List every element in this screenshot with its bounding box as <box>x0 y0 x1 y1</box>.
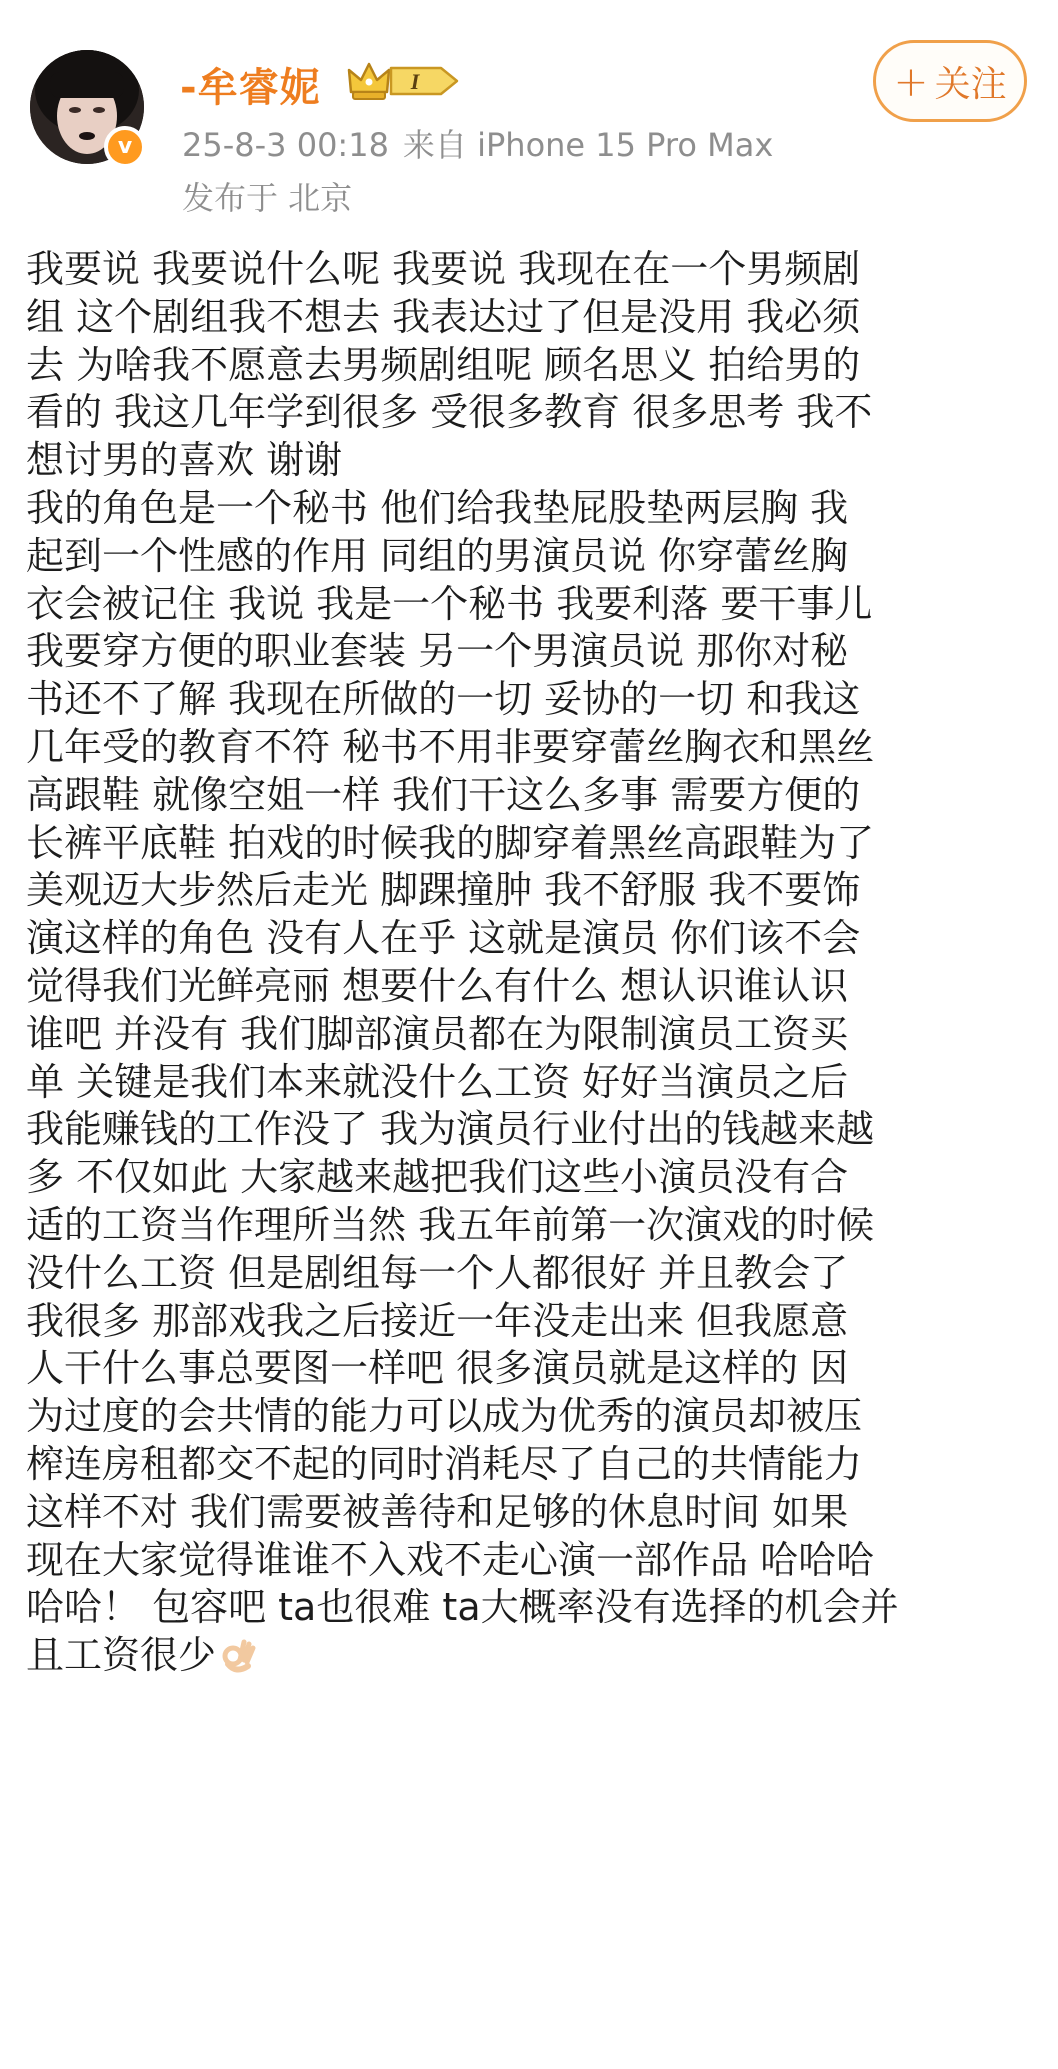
content-line: 去 为啥我不愿意去男频剧组呢 顾名思义 拍给男的 <box>26 342 861 387</box>
ok-hand-emoji-icon <box>218 1634 258 1674</box>
post-content <box>26 246 1036 1680</box>
content-line: 为过度的会共情的能力可以成为优秀的演员却被压 <box>26 1394 863 1439</box>
content-line: 书还不了解 我现在所做的一切 妥协的一切 和我这 <box>26 677 861 722</box>
content-line: 多 不仅如此 大家越来越把我们这些小演员没有合 <box>26 1155 849 1200</box>
plus-icon: + <box>893 56 929 106</box>
post-time: 25-8-3 00:18 <box>182 126 389 164</box>
post-meta-time <box>182 120 787 166</box>
content-line: 适的工资当作理所当然 我五年前第一次演戏的时候 <box>26 1202 875 1247</box>
follow-label: 关注 <box>934 63 1007 105</box>
content-line: 我要说 我要说什么呢 我要说 我现在在一个男频剧 <box>26 247 861 291</box>
content-line: 我要穿方便的职业套装 另一个男演员说 那你对秘 <box>26 629 849 674</box>
content-line: 我很多 那部戏我之后接近一年没走出来 但我愿意 <box>26 1298 849 1343</box>
content-line: 看的 我这几年学到很多 受很多教育 很多思考 我不 <box>26 390 873 435</box>
content-line: 觉得我们光鲜亮丽 想要什么有什么 想认识谁认识 <box>26 963 849 1008</box>
content-line: 这样不对 我们需要被善待和足够的休息时间 如果 <box>26 1489 849 1534</box>
content-line: 几年受的教育不符 秘书不用非要穿蕾丝胸衣和黑丝 <box>26 724 875 769</box>
content-line: 现在大家觉得谁谁不入戏不走心演一部作品 哈哈哈 <box>26 1537 875 1582</box>
post-location: 发布于 北京 <box>182 179 353 217</box>
content-line: 榨连房租都交不起的同时消耗尽了自己的共情能力 <box>26 1441 863 1486</box>
crown-vip-icon[interactable] <box>345 58 463 104</box>
content-line: 我能赚钱的工作没了 我为演员行业付出的钱越来越 <box>26 1107 875 1152</box>
vip-level-text: I <box>410 69 420 94</box>
content-line: 起到一个性感的作用 同组的男演员说 你穿蕾丝胸 <box>26 533 849 578</box>
content-line: 我的角色是一个秘书 他们给我垫屁股垫两层胸 我 <box>26 485 849 530</box>
content-line: 高跟鞋 就像空姐一样 我们干这么多事 需要方便的 <box>26 772 861 817</box>
content-line: 美观迈大步然后走光 脚踝撞肿 我不舒服 我不要饰 <box>26 868 861 913</box>
post-header <box>0 0 1058 230</box>
content-line: 没什么工资 但是剧组每一个人都很好 并且教会了 <box>26 1250 849 1295</box>
verified-badge-icon: v <box>104 126 146 168</box>
content-line: 想讨男的喜欢 谢谢 <box>26 438 343 483</box>
username[interactable]: -牟睿妮 <box>180 65 321 111</box>
content-line: 哈哈！ 包容吧 ta也很难 ta大概率没有选择的机会并 <box>26 1585 899 1630</box>
content-line: 衣会被记住 我说 我是一个秘书 我要利落 要干事儿 <box>26 581 873 626</box>
content-line: 组 这个剧组我不想去 我表达过了但是没用 我必须 <box>26 294 861 339</box>
content-line: 人干什么事总要图一样吧 很多演员就是这样的 因 <box>26 1346 849 1391</box>
content-line: 演这样的角色 没有人在乎 这就是演员 你们该不会 <box>26 916 861 961</box>
content-line: 长裤平底鞋 拍戏的时候我的脚穿着黑丝高跟鞋为了 <box>26 820 875 865</box>
content-line: 且工资很少 <box>26 1632 1036 1680</box>
post-source: 来自 iPhone 15 Pro Max <box>402 126 774 164</box>
content-line: 谁吧 并没有 我们脚部演员都在为限制演员工资买 <box>26 1011 849 1056</box>
content-line: 单 关键是我们本来就没什么工资 好好当演员之后 <box>26 1059 849 1104</box>
follow-button[interactable] <box>873 40 1027 122</box>
